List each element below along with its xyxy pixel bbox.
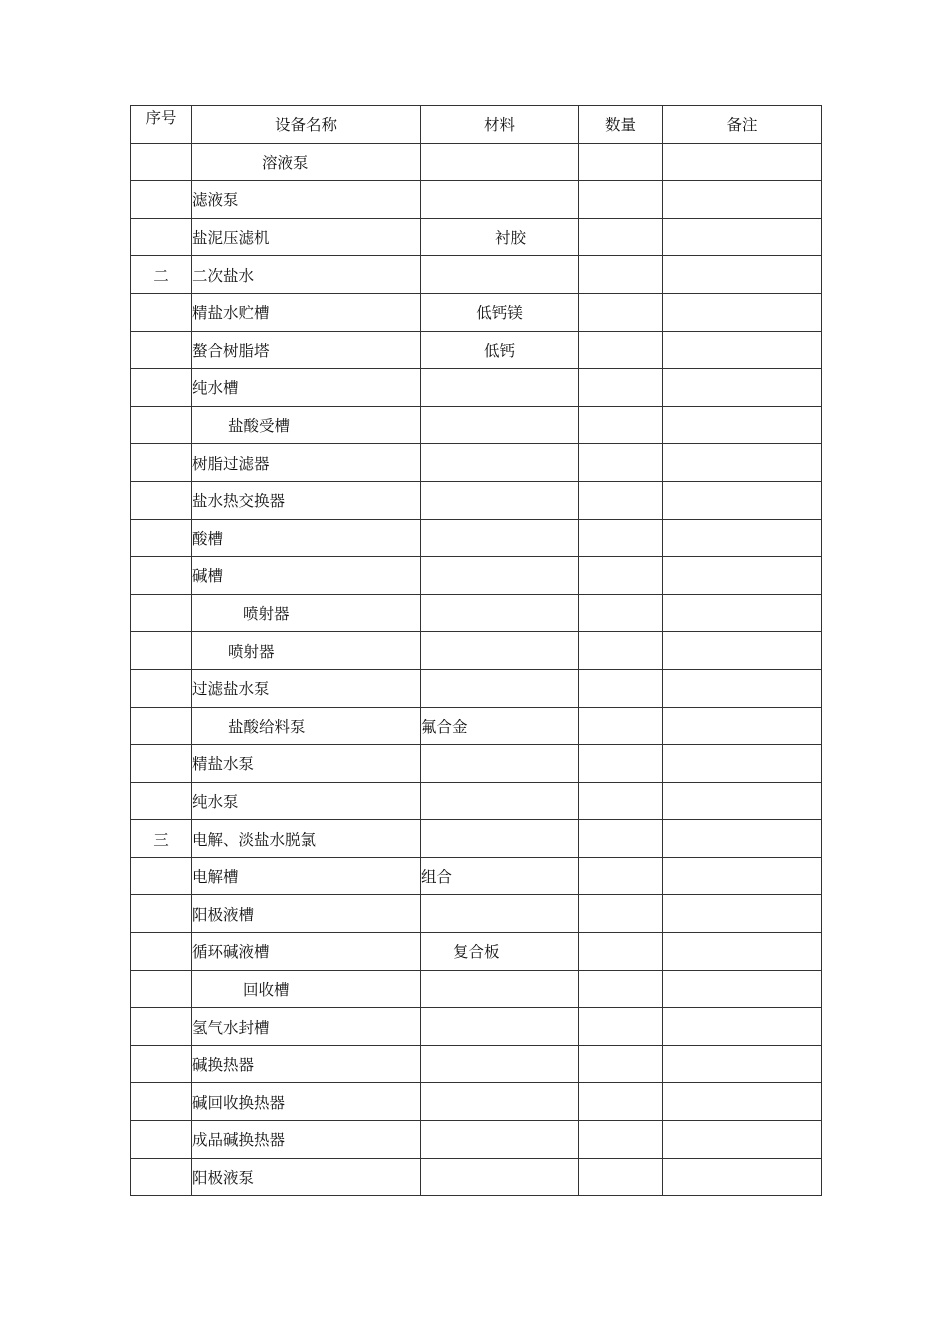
seq-cell xyxy=(131,1008,192,1046)
seq-cell xyxy=(131,331,192,369)
qty-cell xyxy=(579,745,663,783)
material-cell xyxy=(421,594,579,632)
name-cell: 回收槽 xyxy=(192,970,421,1008)
material-cell xyxy=(421,143,579,181)
material-cell xyxy=(421,557,579,595)
seq-cell xyxy=(131,218,192,256)
table-row xyxy=(131,256,822,294)
header-material: 材料 xyxy=(421,106,579,144)
seq-cell xyxy=(131,970,192,1008)
material-cell xyxy=(421,895,579,933)
name-cell: 电解槽 xyxy=(192,857,421,895)
name-cell: 酸槽 xyxy=(192,519,421,557)
material-cell: 衬胶 xyxy=(421,218,579,256)
name-cell: 纯水槽 xyxy=(192,369,421,407)
seq-cell xyxy=(131,632,192,670)
note-cell xyxy=(663,218,822,256)
seq-cell xyxy=(131,1083,192,1121)
material-cell xyxy=(421,820,579,858)
table-row xyxy=(131,933,822,971)
material-cell xyxy=(421,970,579,1008)
name-cell: 过滤盐水泵 xyxy=(192,669,421,707)
name-cell: 溶液泵 xyxy=(192,143,421,181)
material-cell xyxy=(421,1083,579,1121)
seq-cell xyxy=(131,1045,192,1083)
note-cell xyxy=(663,970,822,1008)
table-row xyxy=(131,782,822,820)
name-cell: 盐酸给料泵 xyxy=(192,707,421,745)
name-cell: 循环碱液槽 xyxy=(192,933,421,971)
note-cell xyxy=(663,1045,822,1083)
header-name: 设备名称 xyxy=(192,106,421,144)
note-cell xyxy=(663,895,822,933)
table-row xyxy=(131,293,822,331)
name-cell: 二次盐水 xyxy=(192,256,421,294)
note-cell xyxy=(663,820,822,858)
name-cell: 碱回收换热器 xyxy=(192,1083,421,1121)
seq-cell xyxy=(131,745,192,783)
material-cell xyxy=(421,406,579,444)
qty-cell xyxy=(579,143,663,181)
table-row xyxy=(131,1008,822,1046)
note-cell xyxy=(663,632,822,670)
table-row xyxy=(131,1083,822,1121)
table-row xyxy=(131,181,822,219)
material-cell: 氟合金 xyxy=(421,707,579,745)
material-cell: 组合 xyxy=(421,857,579,895)
material-cell xyxy=(421,1158,579,1196)
note-cell xyxy=(663,933,822,971)
seq-cell xyxy=(131,481,192,519)
table-row xyxy=(131,820,822,858)
name-cell: 电解、淡盐水脱氯 xyxy=(192,820,421,858)
qty-cell xyxy=(579,707,663,745)
qty-cell xyxy=(579,933,663,971)
qty-cell xyxy=(579,1121,663,1159)
name-cell: 成品碱换热器 xyxy=(192,1121,421,1159)
note-cell xyxy=(663,1158,822,1196)
qty-cell xyxy=(579,1045,663,1083)
note-cell xyxy=(663,745,822,783)
seq-cell xyxy=(131,181,192,219)
seq-cell: 二 xyxy=(131,256,192,294)
header-note: 备注 xyxy=(663,106,822,144)
table-row xyxy=(131,444,822,482)
material-cell xyxy=(421,181,579,219)
material-cell xyxy=(421,745,579,783)
seq-cell xyxy=(131,293,192,331)
qty-cell xyxy=(579,557,663,595)
name-cell: 精盐水贮槽 xyxy=(192,293,421,331)
table-row xyxy=(131,218,822,256)
qty-cell xyxy=(579,857,663,895)
name-cell: 氢气水封槽 xyxy=(192,1008,421,1046)
table-row xyxy=(131,406,822,444)
name-cell: 螯合树脂塔 xyxy=(192,331,421,369)
note-cell xyxy=(663,669,822,707)
note-cell xyxy=(663,519,822,557)
qty-cell xyxy=(579,594,663,632)
table-row xyxy=(131,895,822,933)
note-cell xyxy=(663,481,822,519)
name-cell: 碱换热器 xyxy=(192,1045,421,1083)
material-cell xyxy=(421,669,579,707)
table-row xyxy=(131,519,822,557)
material-cell xyxy=(421,782,579,820)
seq-cell xyxy=(131,1121,192,1159)
table-row xyxy=(131,632,822,670)
seq-cell xyxy=(131,519,192,557)
name-cell: 盐水热交换器 xyxy=(192,481,421,519)
table-row xyxy=(131,331,822,369)
note-cell xyxy=(663,181,822,219)
name-cell: 纯水泵 xyxy=(192,782,421,820)
name-cell: 树脂过滤器 xyxy=(192,444,421,482)
table-row xyxy=(131,481,822,519)
qty-cell xyxy=(579,519,663,557)
seq-cell xyxy=(131,1158,192,1196)
material-cell xyxy=(421,1045,579,1083)
material-cell xyxy=(421,1121,579,1159)
note-cell xyxy=(663,256,822,294)
table-row xyxy=(131,970,822,1008)
qty-cell xyxy=(579,293,663,331)
note-cell xyxy=(663,594,822,632)
table-row xyxy=(131,594,822,632)
note-cell xyxy=(663,331,822,369)
note-cell xyxy=(663,557,822,595)
seq-cell xyxy=(131,444,192,482)
material-cell xyxy=(421,256,579,294)
seq-cell xyxy=(131,669,192,707)
table-row xyxy=(131,745,822,783)
name-cell: 喷射器 xyxy=(192,594,421,632)
material-cell xyxy=(421,481,579,519)
qty-cell xyxy=(579,782,663,820)
material-cell: 复合板 xyxy=(421,933,579,971)
material-cell xyxy=(421,444,579,482)
qty-cell xyxy=(579,369,663,407)
note-cell xyxy=(663,1008,822,1046)
note-cell xyxy=(663,406,822,444)
table-header-row xyxy=(131,106,822,144)
qty-cell xyxy=(579,218,663,256)
seq-cell xyxy=(131,895,192,933)
seq-cell xyxy=(131,782,192,820)
table-row xyxy=(131,557,822,595)
name-cell: 盐泥压滤机 xyxy=(192,218,421,256)
seq-cell xyxy=(131,933,192,971)
table-row xyxy=(131,369,822,407)
equipment-table xyxy=(130,105,822,1196)
note-cell xyxy=(663,293,822,331)
seq-cell xyxy=(131,369,192,407)
table-row xyxy=(131,857,822,895)
qty-cell xyxy=(579,444,663,482)
note-cell xyxy=(663,857,822,895)
note-cell xyxy=(663,1083,822,1121)
name-cell: 阳极液槽 xyxy=(192,895,421,933)
seq-cell xyxy=(131,557,192,595)
qty-cell xyxy=(579,256,663,294)
qty-cell xyxy=(579,1008,663,1046)
note-cell xyxy=(663,369,822,407)
seq-cell xyxy=(131,594,192,632)
material-cell: 低钙 xyxy=(421,331,579,369)
material-cell xyxy=(421,369,579,407)
name-cell: 阳极液泵 xyxy=(192,1158,421,1196)
seq-cell xyxy=(131,406,192,444)
qty-cell xyxy=(579,1083,663,1121)
table-row xyxy=(131,669,822,707)
material-cell xyxy=(421,632,579,670)
qty-cell xyxy=(579,895,663,933)
table-row xyxy=(131,143,822,181)
header-seq: 序号 xyxy=(131,106,192,144)
table-row xyxy=(131,1045,822,1083)
note-cell xyxy=(663,707,822,745)
qty-cell xyxy=(579,481,663,519)
table-row xyxy=(131,1121,822,1159)
header-qty: 数量 xyxy=(579,106,663,144)
material-cell xyxy=(421,519,579,557)
qty-cell xyxy=(579,331,663,369)
qty-cell xyxy=(579,820,663,858)
note-cell xyxy=(663,1121,822,1159)
name-cell: 精盐水泵 xyxy=(192,745,421,783)
material-cell xyxy=(421,1008,579,1046)
name-cell: 盐酸受槽 xyxy=(192,406,421,444)
note-cell xyxy=(663,782,822,820)
seq-cell xyxy=(131,143,192,181)
note-cell xyxy=(663,444,822,482)
material-cell: 低钙镁 xyxy=(421,293,579,331)
name-cell: 碱槽 xyxy=(192,557,421,595)
qty-cell xyxy=(579,970,663,1008)
name-cell: 滤液泵 xyxy=(192,181,421,219)
qty-cell xyxy=(579,669,663,707)
seq-cell xyxy=(131,857,192,895)
table-row xyxy=(131,1158,822,1196)
qty-cell xyxy=(579,1158,663,1196)
qty-cell xyxy=(579,406,663,444)
note-cell xyxy=(663,143,822,181)
qty-cell xyxy=(579,632,663,670)
qty-cell xyxy=(579,181,663,219)
table-row xyxy=(131,707,822,745)
name-cell: 喷射器 xyxy=(192,632,421,670)
seq-cell: 三 xyxy=(131,820,192,858)
seq-cell xyxy=(131,707,192,745)
